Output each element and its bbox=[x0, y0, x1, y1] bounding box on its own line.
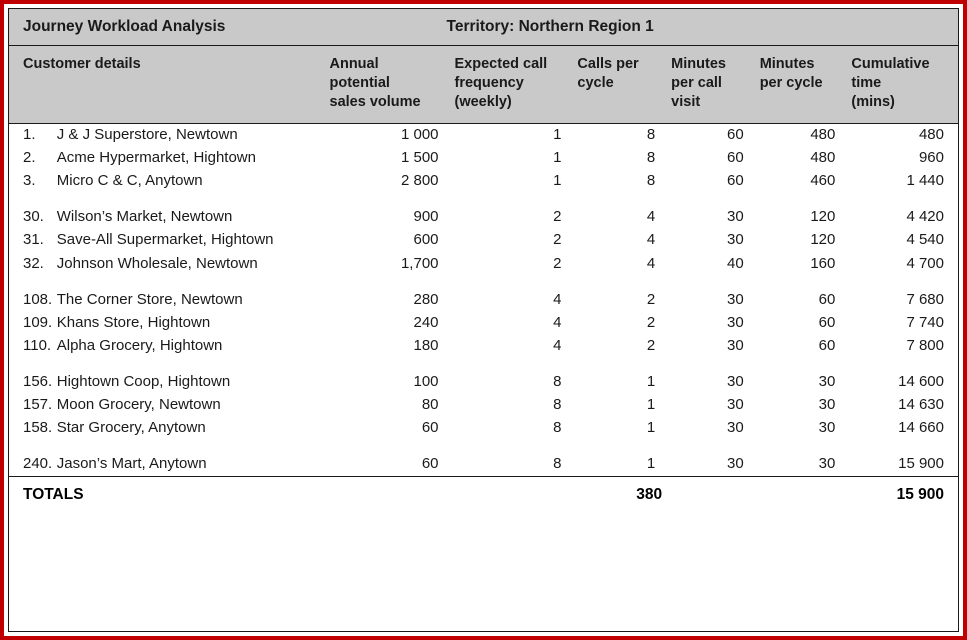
cell-minutes-visit: 30 bbox=[663, 370, 752, 393]
row-index: 2. bbox=[9, 147, 53, 170]
cell-annual: 2 800 bbox=[322, 170, 447, 193]
table-row bbox=[9, 252, 958, 275]
row-spacer-cell bbox=[9, 275, 958, 288]
cell-cumulative: 7 680 bbox=[843, 288, 958, 311]
totals-calls: 380 bbox=[569, 476, 663, 513]
customer-name: Wilson’s Market, Newtown bbox=[53, 206, 322, 229]
cell-annual: 180 bbox=[322, 334, 447, 357]
table-row bbox=[9, 206, 958, 229]
customer-name: Khans Store, Hightown bbox=[53, 311, 322, 334]
column-header-calls-per-cycle bbox=[569, 46, 663, 124]
cell-annual: 600 bbox=[322, 229, 447, 252]
cell-minutes-cycle: 30 bbox=[752, 417, 844, 440]
cell-frequency: 4 bbox=[447, 334, 570, 357]
row-index: 158. bbox=[9, 417, 53, 440]
customer-name: Moon Grocery, Newtown bbox=[53, 393, 322, 416]
totals-frequency bbox=[447, 476, 570, 513]
column-header-annual-potential-sales-volume bbox=[322, 46, 447, 124]
cell-minutes-visit: 30 bbox=[663, 393, 752, 416]
header-line: Minutes bbox=[759, 56, 815, 72]
cell-minutes-cycle: 60 bbox=[752, 288, 844, 311]
cell-frequency: 8 bbox=[447, 453, 570, 477]
cell-minutes-visit: 40 bbox=[663, 252, 752, 275]
row-spacer bbox=[9, 275, 958, 288]
journey-workload-table bbox=[9, 9, 958, 513]
header-line: (weekly) bbox=[454, 93, 512, 110]
customer-name: Acme Hypermarket, Hightown bbox=[53, 147, 322, 170]
cell-calls: 2 bbox=[569, 311, 663, 334]
cell-calls: 4 bbox=[569, 252, 663, 275]
cell-frequency: 1 bbox=[447, 123, 570, 147]
header-line: (mins) bbox=[851, 93, 895, 110]
cell-minutes-cycle: 120 bbox=[752, 229, 844, 252]
column-header-minutes-per-cycle bbox=[752, 46, 844, 124]
table-row bbox=[9, 147, 958, 170]
cell-annual: 240 bbox=[322, 311, 447, 334]
cell-annual: 1 000 bbox=[322, 123, 447, 147]
column-header-customer-details: Customer details bbox=[9, 46, 322, 124]
cell-frequency: 2 bbox=[447, 252, 570, 275]
cell-cumulative: 7 740 bbox=[843, 311, 958, 334]
cell-minutes-visit: 60 bbox=[663, 147, 752, 170]
column-header-minutes-per-call-visit bbox=[663, 46, 752, 124]
table-row bbox=[9, 229, 958, 252]
cell-minutes-visit: 30 bbox=[663, 453, 752, 477]
customer-name: J & J Superstore, Newtown bbox=[53, 123, 322, 147]
row-spacer bbox=[9, 193, 958, 206]
cell-minutes-visit: 30 bbox=[663, 229, 752, 252]
cell-annual: 280 bbox=[322, 288, 447, 311]
customer-name: Save-All Supermarket, Hightown bbox=[53, 229, 322, 252]
table-row bbox=[9, 311, 958, 334]
table-row bbox=[9, 123, 958, 147]
cell-frequency: 2 bbox=[447, 206, 570, 229]
cell-annual: 80 bbox=[322, 393, 447, 416]
header-line: time bbox=[851, 74, 882, 91]
cell-annual: 60 bbox=[322, 453, 447, 477]
table-row bbox=[9, 370, 958, 393]
totals-annual bbox=[322, 476, 447, 513]
row-spacer-cell bbox=[9, 357, 958, 370]
header-line: sales volume bbox=[329, 93, 421, 110]
totals-label: TOTALS bbox=[9, 476, 322, 513]
cell-cumulative: 4 420 bbox=[843, 206, 958, 229]
cell-cumulative: 14 600 bbox=[843, 370, 958, 393]
report-title: Journey Workload Analysis bbox=[9, 9, 447, 46]
row-index: 109. bbox=[9, 311, 53, 334]
cell-minutes-cycle: 120 bbox=[752, 206, 844, 229]
customer-name: Hightown Coop, Hightown bbox=[53, 370, 322, 393]
header-line: frequency bbox=[454, 74, 524, 91]
cell-annual: 100 bbox=[322, 370, 447, 393]
customer-name: Micro C & C, Anytown bbox=[53, 170, 322, 193]
customer-name: Alpha Grocery, Hightown bbox=[53, 334, 322, 357]
totals-minutes-visit bbox=[663, 476, 752, 513]
cell-frequency: 8 bbox=[447, 393, 570, 416]
cell-calls: 4 bbox=[569, 206, 663, 229]
table-row bbox=[9, 288, 958, 311]
row-index: 32. bbox=[9, 252, 53, 275]
cell-calls: 1 bbox=[569, 370, 663, 393]
header-line: Annual potential bbox=[329, 56, 390, 91]
cell-cumulative: 4 540 bbox=[843, 229, 958, 252]
table-row bbox=[9, 393, 958, 416]
cell-frequency: 8 bbox=[447, 370, 570, 393]
cell-calls: 8 bbox=[569, 170, 663, 193]
cell-frequency: 1 bbox=[447, 170, 570, 193]
cell-calls: 1 bbox=[569, 417, 663, 440]
cell-frequency: 4 bbox=[447, 288, 570, 311]
cell-calls: 1 bbox=[569, 393, 663, 416]
customer-name: Johnson Wholesale, Newtown bbox=[53, 252, 322, 275]
cell-frequency: 2 bbox=[447, 229, 570, 252]
cell-cumulative: 14 660 bbox=[843, 417, 958, 440]
header-line: cycle bbox=[577, 74, 614, 91]
table-row bbox=[9, 170, 958, 193]
cell-cumulative: 14 630 bbox=[843, 393, 958, 416]
row-spacer bbox=[9, 357, 958, 370]
row-index: 157. bbox=[9, 393, 53, 416]
header-line: per cycle bbox=[759, 74, 823, 91]
cell-minutes-visit: 60 bbox=[663, 123, 752, 147]
cell-minutes-visit: 30 bbox=[663, 334, 752, 357]
totals-cumulative: 15 900 bbox=[843, 476, 958, 513]
totals-row bbox=[9, 476, 958, 513]
customer-name: Star Grocery, Anytown bbox=[53, 417, 322, 440]
cell-annual: 900 bbox=[322, 206, 447, 229]
header-line: Minutes bbox=[671, 56, 726, 72]
cell-minutes-visit: 60 bbox=[663, 170, 752, 193]
totals-minutes-cycle bbox=[752, 476, 844, 513]
column-header-cumulative-time bbox=[843, 46, 958, 124]
row-index: 30. bbox=[9, 206, 53, 229]
table-title-row bbox=[9, 9, 958, 46]
table-bottom-filler bbox=[9, 513, 958, 631]
table-row bbox=[9, 417, 958, 440]
cell-calls: 1 bbox=[569, 453, 663, 477]
row-spacer bbox=[9, 440, 958, 453]
header-line: visit bbox=[671, 93, 701, 110]
table-row bbox=[9, 334, 958, 357]
header-line: per call bbox=[671, 74, 722, 91]
header-line: Cumulative bbox=[851, 56, 930, 72]
cell-calls: 8 bbox=[569, 147, 663, 170]
cell-minutes-cycle: 480 bbox=[752, 147, 844, 170]
row-spacer-cell bbox=[9, 193, 958, 206]
cell-calls: 4 bbox=[569, 229, 663, 252]
cell-minutes-cycle: 480 bbox=[752, 123, 844, 147]
cell-minutes-cycle: 30 bbox=[752, 453, 844, 477]
customer-name: The Corner Store, Newtown bbox=[53, 288, 322, 311]
table-row bbox=[9, 453, 958, 477]
cell-cumulative: 15 900 bbox=[843, 453, 958, 477]
cell-cumulative: 7 800 bbox=[843, 334, 958, 357]
cell-annual: 1 500 bbox=[322, 147, 447, 170]
cell-minutes-visit: 30 bbox=[663, 206, 752, 229]
cell-calls: 2 bbox=[569, 288, 663, 311]
row-index: 31. bbox=[9, 229, 53, 252]
cell-cumulative: 480 bbox=[843, 123, 958, 147]
cell-minutes-cycle: 30 bbox=[752, 393, 844, 416]
row-index: 108. bbox=[9, 288, 53, 311]
territory-label: Territory: Northern Region 1 bbox=[447, 9, 958, 46]
row-index: 156. bbox=[9, 370, 53, 393]
cell-minutes-cycle: 30 bbox=[752, 370, 844, 393]
cell-frequency: 8 bbox=[447, 417, 570, 440]
cell-minutes-visit: 30 bbox=[663, 417, 752, 440]
table-body bbox=[9, 123, 958, 476]
header-line: Expected call bbox=[454, 56, 548, 72]
cell-annual: 60 bbox=[322, 417, 447, 440]
cell-cumulative: 1 440 bbox=[843, 170, 958, 193]
cell-annual: 1,700 bbox=[322, 252, 447, 275]
cell-minutes-visit: 30 bbox=[663, 311, 752, 334]
cell-minutes-cycle: 60 bbox=[752, 311, 844, 334]
cell-minutes-cycle: 60 bbox=[752, 334, 844, 357]
cell-cumulative: 960 bbox=[843, 147, 958, 170]
row-index: 3. bbox=[9, 170, 53, 193]
column-header-expected-call-frequency bbox=[447, 46, 570, 124]
row-index: 240. bbox=[9, 453, 53, 477]
cell-minutes-visit: 30 bbox=[663, 288, 752, 311]
customer-name: Jason’s Mart, Anytown bbox=[53, 453, 322, 477]
cell-cumulative: 4 700 bbox=[843, 252, 958, 275]
row-index: 110. bbox=[9, 334, 53, 357]
cell-calls: 2 bbox=[569, 334, 663, 357]
cell-frequency: 4 bbox=[447, 311, 570, 334]
row-index: 1. bbox=[9, 123, 53, 147]
cell-minutes-cycle: 160 bbox=[752, 252, 844, 275]
journey-workload-table-container bbox=[8, 8, 959, 632]
cell-frequency: 1 bbox=[447, 147, 570, 170]
table-header-row bbox=[9, 46, 958, 124]
header-line: Calls per bbox=[577, 56, 639, 72]
cell-minutes-cycle: 460 bbox=[752, 170, 844, 193]
row-spacer-cell bbox=[9, 440, 958, 453]
cell-calls: 8 bbox=[569, 123, 663, 147]
